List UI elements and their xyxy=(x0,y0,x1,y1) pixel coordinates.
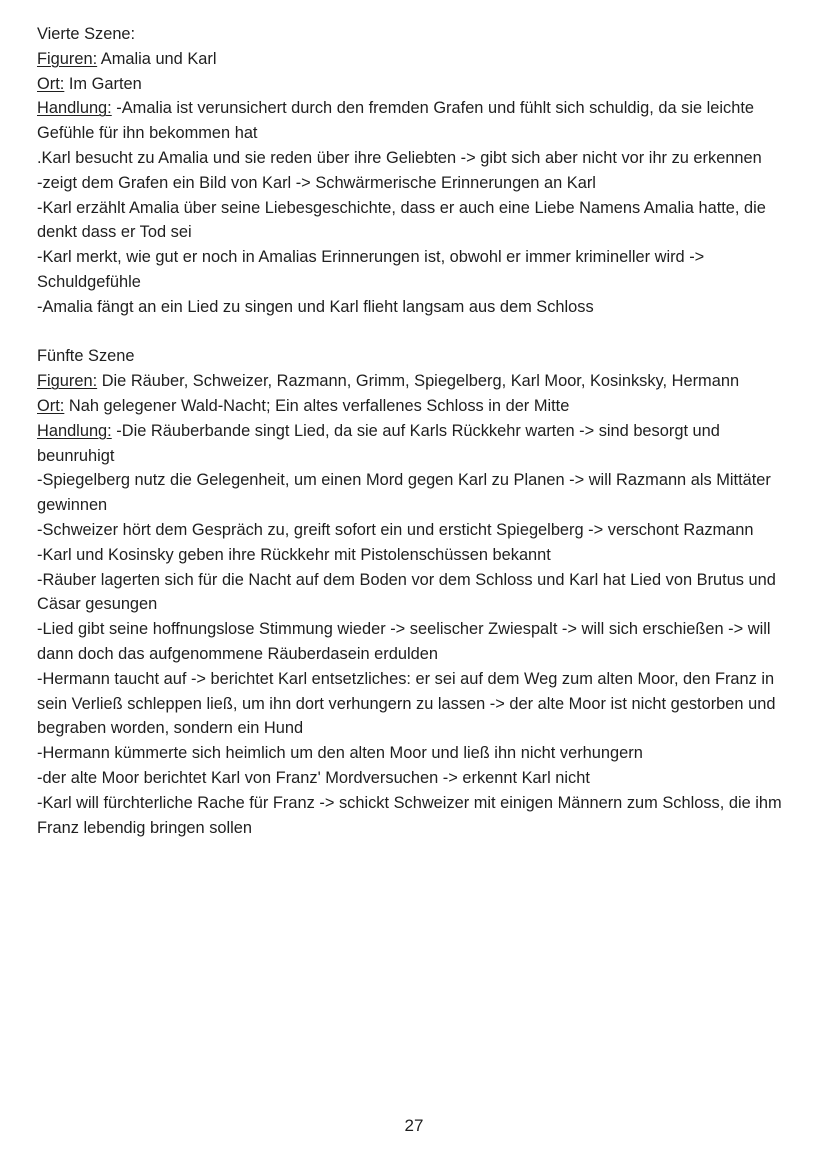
list-item: -der alte Moor berichtet Karl von Franz' Mordversuchen -> erkennt Karl nicht xyxy=(37,768,590,787)
list-item: -Schweizer hört dem Gespräch zu, greift sofort ein und ersticht Spiegelberg -> verschont Razmann xyxy=(37,520,754,539)
list-item: -Karl merkt, wie gut er noch in Amalias Erinnerungen ist, obwohl er immer krimineller wird -> Schuldgefühle xyxy=(37,248,705,291)
document-page xyxy=(37,22,797,840)
list-item: -Karl erzählt Amalia über seine Liebesgeschichte, dass er auch eine Liebe Namens Amalia hatte, die denkt dass er Tod sei xyxy=(37,198,766,242)
list-item: -Karl und Kosinsky geben ihre Rückkehr mit Pistolenschüssen bekannt xyxy=(37,545,551,564)
scene-5-figuren xyxy=(37,369,797,394)
scene-5-ort xyxy=(37,394,797,419)
figuren-label: Figuren: xyxy=(37,49,98,68)
figuren-label: Figuren: xyxy=(37,372,98,391)
page-number: 27 xyxy=(404,1116,424,1135)
handlung-label: Handlung: xyxy=(37,421,112,440)
figuren-text: Die Räuber, Schweizer, Razmann, Grimm, Spiegelberg, Karl Moor, Kosinksky, Hermann xyxy=(97,372,740,391)
scene-4-section xyxy=(37,22,797,320)
scene-5-section xyxy=(37,344,797,840)
list-item: -Spiegelberg nutz die Gelegenheit, um einen Mord gegen Karl zu Planen -> will Razmann als Mittäter gewinnen xyxy=(37,471,771,515)
ort-label: Ort: xyxy=(37,396,65,415)
ort-label: Ort: xyxy=(37,74,65,93)
figuren-text: Amalia und Karl xyxy=(97,49,217,68)
list-item: -Karl will fürchterliche Rache für Franz -> schickt Schweizer mit einigen Männern zum Schloss, die ihm Franz lebendig bringen sollen xyxy=(37,793,782,837)
handlung-label: Handlung: xyxy=(37,99,112,118)
list-item: -Amalia fängt an ein Lied zu singen und Karl flieht langsam aus dem Schloss xyxy=(37,297,594,316)
list-item: -zeigt dem Grafen ein Bild von Karl -> Schwärmerische Erinnerungen an Karl xyxy=(37,173,596,192)
scene-5-handlung xyxy=(37,419,797,469)
list-item: -Lied gibt seine hoffnungslose Stimmung wieder -> seelischer Zwiespalt -> will sich erschießen -> will dann doch das aufgenommene Räuberdasein erdulden xyxy=(37,620,771,663)
scene-4-figuren xyxy=(37,47,797,72)
ort-text: Nah gelegener Wald-Nacht; Ein altes verfallenes Schloss in der Mitte xyxy=(64,396,570,415)
handlung-text: -Amalia ist verunsichert durch den fremden Grafen und fühlt sich schuldig, da sie leichte Gefühle für ihn bekommen hat xyxy=(37,99,755,143)
scene-4-heading: Vierte Szene: xyxy=(37,25,136,43)
list-item: -Räuber lagerten sich für die Nacht auf dem Boden vor dem Schloss und Karl hat Lied von Brutus und Cäsar gesungen xyxy=(37,570,776,614)
list-item: -Hermann kümmerte sich heimlich um den alten Moor und ließ ihn nicht verhungern xyxy=(37,744,643,763)
scene-4-ort xyxy=(37,72,797,97)
list-item: -Hermann taucht auf -> berichtet Karl entsetzliches: er sei auf dem Weg zum alten Moor, den Franz in sein Verließ schleppen ließ, um ihn dort verhungern zu lassen -> der alte Moor ist nicht gestorben und begraben worden, sondern ein Hund xyxy=(37,669,776,738)
scene-4-handlung xyxy=(37,96,797,146)
scene-5-heading: Fünfte Szene xyxy=(37,347,135,366)
list-item: .Karl besucht zu Amalia und sie reden über ihre Geliebten -> gibt sich aber nicht vor ihr zu erkennen xyxy=(37,148,762,167)
ort-text: Im Garten xyxy=(64,74,142,93)
handlung-text: -Die Räuberbande singt Lied, da sie auf Karls Rückkehr warten -> sind besorgt und beunruhigt xyxy=(37,421,720,465)
